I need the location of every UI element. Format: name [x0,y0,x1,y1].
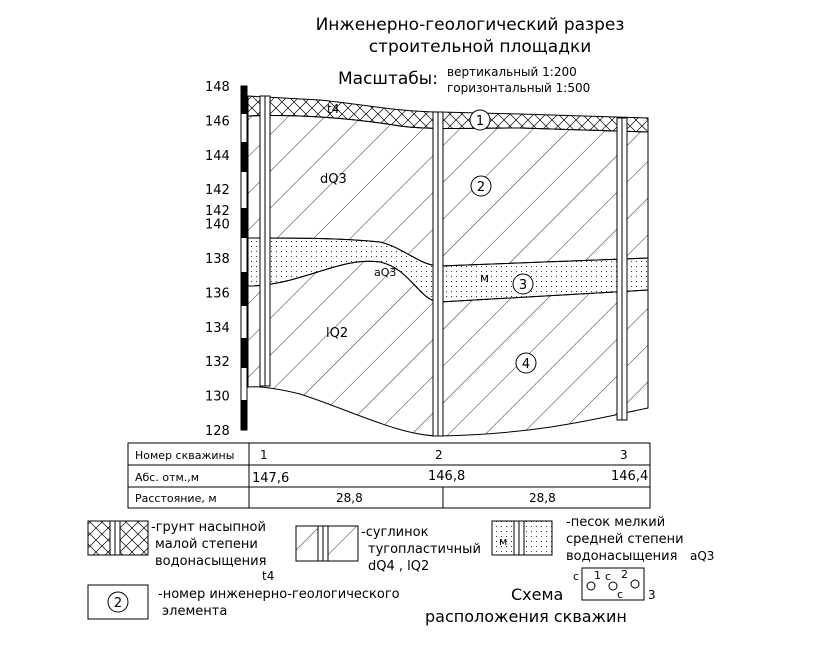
scale-vertical: вертикальный 1:200 [447,65,577,79]
element-1-number: 1 [475,114,485,129]
scheme-well-3: 3 [648,588,656,602]
borehole-2 [433,112,443,436]
legend-loam-l1: -суглинок [361,525,429,540]
elevation-scale-bar [241,86,247,430]
well-number-1: 1 [260,448,268,462]
elevation-tick-label: 132 [205,355,230,371]
scheme-well-1-marker [587,582,595,590]
legend-sand-l3: водонасыщения [566,549,678,564]
legend-fill-l2: малой степени [155,537,258,552]
borehole-3 [617,118,627,420]
distance-2-3: 28,8 [529,491,556,505]
legend-loam [296,525,481,574]
elevation-well-3: 146,4 [611,469,649,484]
well-number-3: 3 [620,448,628,462]
elevation-tick-label: 134 [205,320,230,336]
elevation-tick-label: 138 [205,252,230,267]
elevation-well-2: 146,8 [428,469,466,484]
geological-section [248,96,648,436]
borehole-table [128,443,650,508]
title-line1: Инженерно-геологический разрез [315,15,625,35]
scheme-well-2-marker [609,582,617,590]
legend-sand-index: aQ3 [690,549,715,563]
elevation-tick-label: 140 [205,217,230,233]
legend-element-l2: элемента [162,604,228,619]
elevation-tick-label: 142 [205,183,230,199]
well-number-2: 2 [435,448,443,462]
scheme-well-3-marker [631,580,639,588]
legend-loam-index: dQ4 , lQ2 [368,559,430,574]
legend-element-number [88,585,400,619]
row-label-distance: Расстояние, м [135,492,217,505]
elevation-tick-label: 130 [205,389,230,405]
element-4-number: 4 [521,357,531,372]
elevation-tick-label: 146 [205,114,230,130]
legend-sand [492,515,714,564]
elevation-tick-label: 144 [205,148,230,164]
scheme-title-1: Схема [511,585,564,604]
elevation-well-1: 147,6 [252,471,290,486]
label-lQ2: lQ2 [326,326,349,341]
legend-loam-l2: тугопластичный [368,542,481,557]
legend-fill-soil [88,520,274,583]
legend-fill-l3: водонасыщения [155,554,267,569]
legend-sand-l2: средней степени [566,532,684,547]
scheme-c-3: с [617,588,624,601]
scale-horizontal: горизонтальный 1:500 [447,81,591,95]
elevation-tick-label: 148 [205,80,230,95]
legend-element-num: 2 [113,596,123,611]
element-3-number: 3 [518,278,528,293]
distance-1-2: 28,8 [336,491,363,505]
label-dQ3: dQ3 [320,172,347,187]
label-aQ3: aQ3 [374,266,397,279]
title-line2: строительной площадки [368,37,592,57]
scheme-c-1: с [573,570,580,583]
legend-fill-l1: -грунт насыпной [151,520,266,535]
label-t4: t4 [327,102,340,116]
borehole-1 [260,96,270,386]
scheme-c-2: с [605,570,612,583]
row-label-abs-elevation: Абс. отм.,м [135,471,200,484]
elevation-tick-label: 128 [205,424,230,439]
scheme-title-2: расположения скважин [425,607,627,626]
legend-sand-l1: -песок мелкий [566,515,666,530]
scales-label: Масштабы: [338,69,438,89]
elevation-tick-label: 136 [205,286,230,302]
scheme-well-1: 1 [594,569,601,582]
scheme-well-2: 2 [621,568,628,581]
element-2-number: 2 [476,180,486,195]
legend-sand-m: м [499,535,508,548]
legend-fill-index: t4 [262,569,275,583]
borehole-location-scheme [425,568,656,626]
legend-element-l1: -номер инженерно-геологического [158,587,400,602]
elevation-tick-label: 142 [205,203,230,219]
elevation-tick-labels [205,80,230,439]
label-m: м [480,271,490,285]
row-label-well-number: Номер скважины [135,449,235,462]
